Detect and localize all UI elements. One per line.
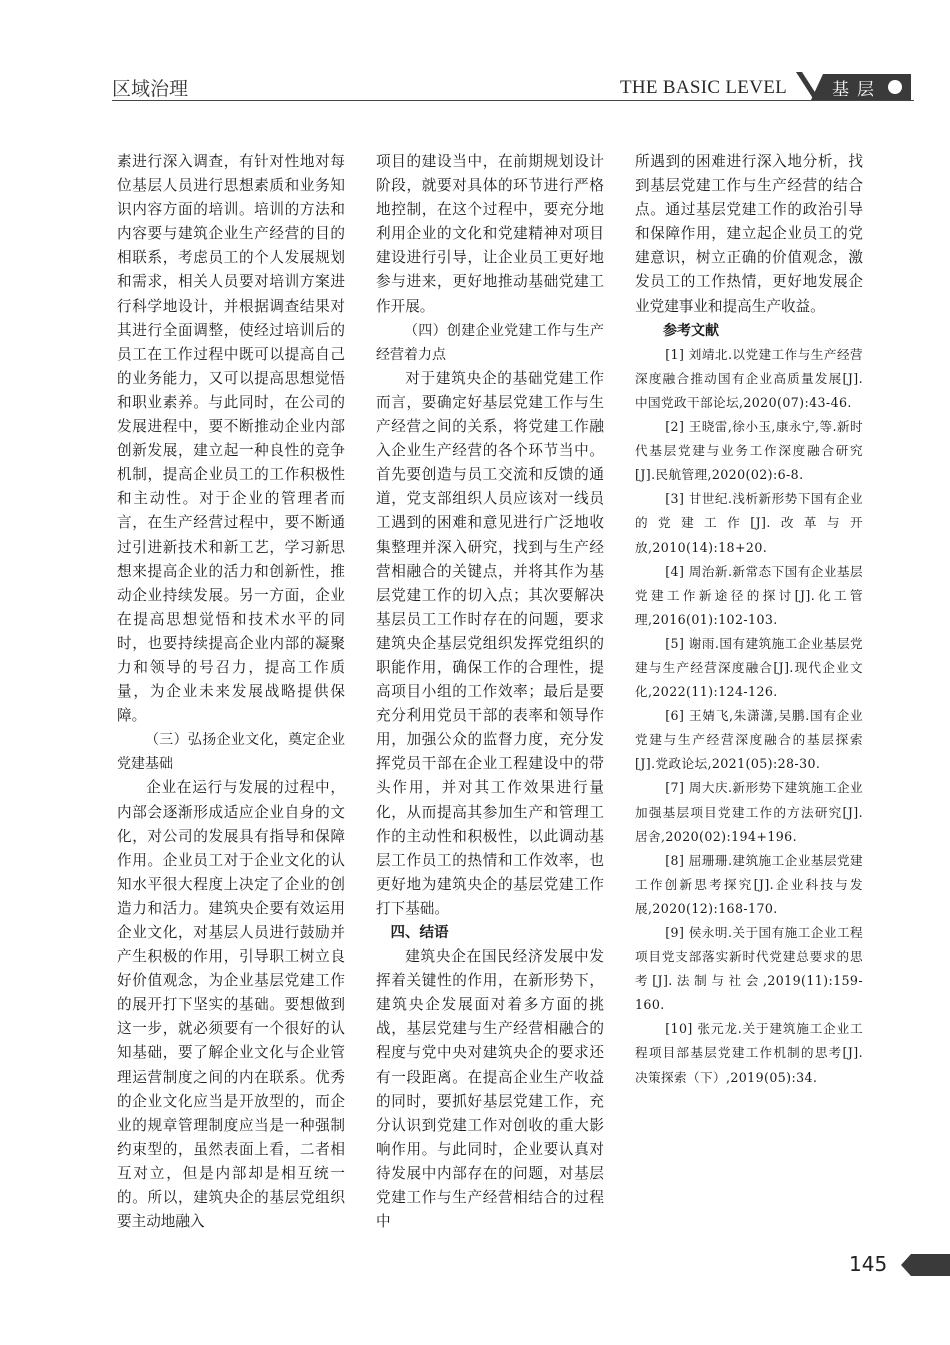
paragraph: 项目的建设当中，在前期规划设计阶段，就要对具体的环节进行严格地控制，在这个过程中，要充分地利用企业的文化和党建精神对项目建设进行引导，让企业员工更好地参与进来，更好地推动基础党建工作开展。 — [376, 153, 604, 315]
reference-item: [4] 周治新.新常态下国有企业基层党建工作新途径的探讨[J].化工管理,2016(01):102-103. — [635, 563, 863, 627]
header-rule — [112, 100, 914, 101]
page-number: 145 — [849, 1252, 888, 1276]
subheading-4: （四）创建企业党建工作与生产经营着力点 — [376, 322, 604, 363]
reference-item: [5] 谢雨.国有建筑施工企业基层党建与生产经营深度融合[J].现代企业文化,2022(11):124-126. — [635, 635, 863, 700]
column-3 — [635, 150, 863, 1090]
column-2 — [376, 150, 604, 1234]
journal-badge-text: 基层 — [832, 80, 882, 100]
subheading-3: （三）弘扬企业文化，奠定企业党建基础 — [117, 732, 345, 773]
reference-item: [7] 周大庆.新形势下建筑施工企业加强基层项目党建工作的方法研究[J].居舍,2020(02):194+196. — [635, 780, 863, 844]
reference-item: [8] 屈珊珊.建筑施工企业基层党建工作创新思考探究[J].企业科技与发展,2020(12):168-170. — [635, 852, 863, 916]
reference-item: [6] 王婧飞,朱潇潇,吴鹏.国有企业党建与生产经营深度融合的基层探索[J].党政论坛,2021(05):28-30. — [635, 708, 863, 772]
reference-item: [2] 王晓雷,徐小玉,康永宁,等.新时代基层党建与业务工作深度融合研究[J].民航管理,2020(02):6-8. — [635, 419, 863, 483]
paragraph: 对于建筑央企的基础党建工作而言，要确定好基层党建工作与生产经营之间的关系，将党建工作融入企业生产经营的各个环节当中。首先要创造与员工交流和反馈的通道，党支部组织人员应该对一线员工遇到的困难和意见进行广泛地收集整理并深入研究，找到与生产经营相融合的关键点，并将其作为基层党建工作的切入点；其次要解决基层员工工作时存在的问题，要求建筑央企基层党组织发挥党组织的职能作用，确保工作的合理性，提高项目小组的工作效率；最后是要充分利用党员干部的表率和领导作用，加强公众的监督力度，充分发挥党员干部在企业工程建设中的带头作用，并对其工作效果进行量化，从而提高其参加生产和管理工作的主动性和积极性，以此调动基层工作员工的热情和工作效率，也更好地为建筑央企的基层党建工作打下基础。 — [376, 369, 604, 917]
section-label: 区域治理 — [112, 78, 189, 100]
column-1 — [117, 150, 345, 1234]
paragraph: 素进行深入调查，有针对性地对每位基层人员进行思想素质和业务知识内容方面的培训。培训的方法和内容要与建筑企业生产经营的目的相联系，考虑员工的个人发展规划和需求，相关人员要对培训方案进行科学地设计，并根据调查结果对其进行全面调整，使经过培训后的员工在工作过程中既可以提高自己的业务能力，又可以提高思想觉悟和职业素养。与此同时，在公司的发展进程中，要不断推动企业内部创新发展，建立起一种良性的竞争机制，提高企业员工的工作积极性和主动性。对于企业的管理者而言，在生产经营过程中，要不断通过引进新技术和新工艺，学习新思想来提高企业的活力和创新性，推动企业持续发展。另一方面，企业在提高思想觉悟和技术水平的同时，也要持续提高企业内部的凝聚力和领导的号召力，提高工作质量，为企业未来发展战略提供保障。 — [117, 153, 345, 725]
reference-item: [10] 张元龙.关于建筑施工企业工程项目部基层党建工作机制的思考[J].决策探索（下）,2019(05):34. — [635, 1021, 863, 1085]
reference-item: [1] 刘靖北.以党建工作与生产经营深度融合推动国有企业高质量发展[J].中国党政干部论坛,2020(07):43-46. — [635, 346, 863, 410]
journal-english-title: THE BASIC LEVEL — [620, 77, 788, 98]
page-tab-arrow-icon — [901, 1254, 950, 1276]
section-heading-conclusion: 四、结语 — [390, 925, 449, 941]
reference-item: [9] 侯永明.关于国有施工企业工程项目党支部落实新时代党建总要求的思考[J].法制与社会,2019(11):159-160. — [635, 925, 863, 1013]
badge-dot-icon — [888, 80, 902, 94]
paragraph: 所遇到的困难进行深入地分析，找到基层党建工作与生产经营的结合点。通过基层党建工作的政治引导和保障作用，建立起企业员工的党建意识，树立正确的价值观念，激发员工的工作热情，更好地发展企业党建事业和提高生产收益。 — [635, 153, 863, 315]
references-title: 参考文献 — [663, 322, 719, 339]
reference-item: [3] 甘世纪.浅析新形势下国有企业的党建工作[J].改革与开放,2010(14):18+20. — [635, 491, 863, 555]
paragraph: 企业在运行与发展的过程中，内部会逐渐形成适应企业自身的文化，对公司的发展具有指导和保障作用。企业员工对于企业文化的认知水平很大程度上决定了企业的创造力和活力。建筑央企要有效运用企业文化，对基层人员进行鼓励并产生积极的作用，引导职工树立良好价值观念，为企业基层党建工作的展开打下坚实的基础。要想做到这一步，就必须要有一个很好的认知基础，要了解企业文化与企业管理运营制度之间的内在联系。优秀的企业文化应当是开放型的，而企业的规章管理制度应当是一种强制约束型的，虽然表面上看，二者相互对立，但是内部却是相互统一的。所以，建筑央企的基层党组织要主动地融入 — [117, 779, 345, 1231]
paragraph: 建筑央企在国民经济发展中发挥着关键性的作用，在新形势下，建筑央企发展面对着多方面的挑战，基层党建与生产经营相融合的程度与党中央对建筑央企的要求还有一段距离。在提高企业生产收益的同时，要抓好基层党建工作，充分认识到党建工作对创收的重大影响作用。与此同时，企业要认真对待发展中内部存在的问题，对基层党建工作与生产经营相结合的过程中 — [376, 948, 604, 1231]
